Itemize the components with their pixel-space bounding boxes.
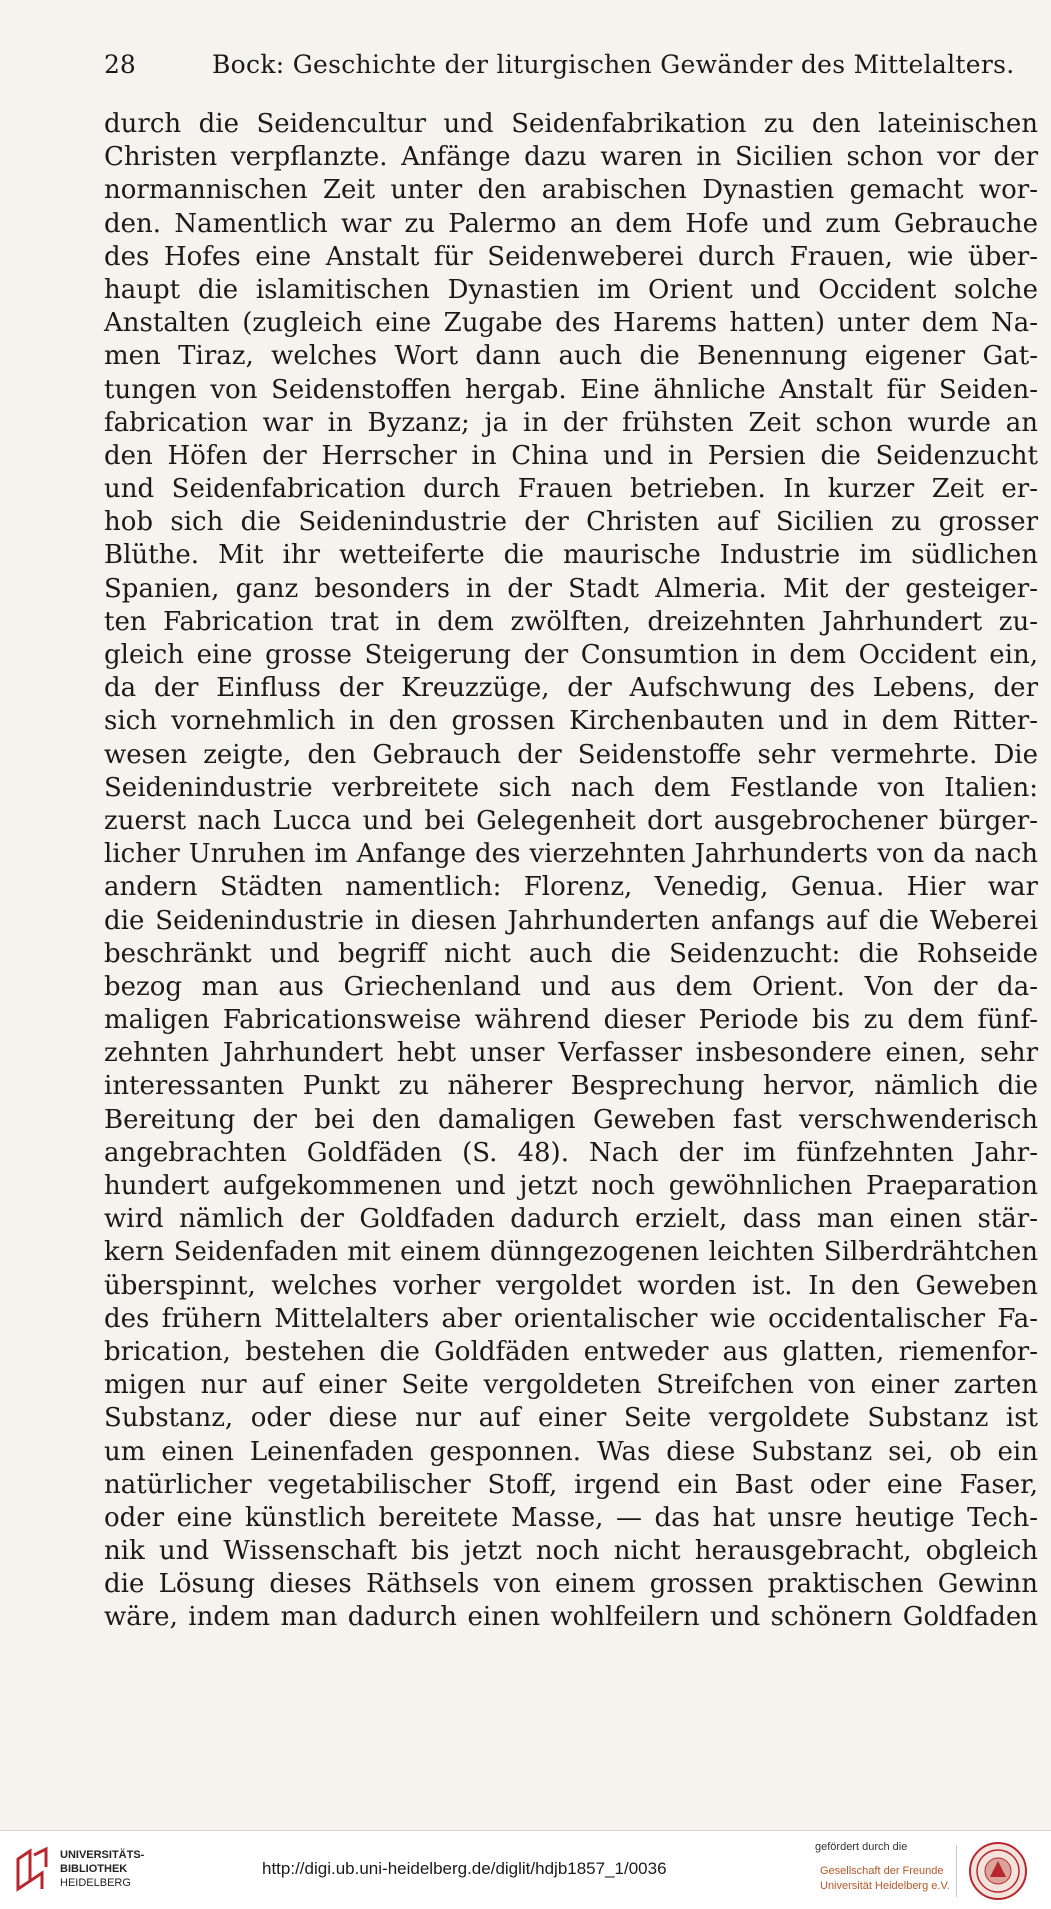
- text-line: die Seidenindustrie in diesen Jahrhunderten anfangs auf die Weberei: [104, 905, 1038, 936]
- text-line: die Lösung dieses Räthsels von einem grossen praktischen Gewinn: [104, 1569, 1038, 1600]
- footer-bar: [0, 1830, 1051, 1909]
- page-number: 28: [104, 50, 136, 79]
- text-line: men Tiraz, welches Wort dann auch die Benennung eigener Gat-: [104, 341, 1038, 372]
- text-line: den Höfen der Herrscher in China und in Persien die Seidenzucht: [104, 440, 1038, 471]
- text-line: Christen verpflanzte. Anfänge dazu waren in Sicilien schon vor der: [104, 142, 1038, 173]
- text-line: Spanien, ganz besonders in der Stadt Almeria. Mit der gesteiger-: [104, 573, 1038, 604]
- text-line: wäre, indem man dadurch einen wohlfeilern und schönern Goldfaden: [104, 1602, 1038, 1633]
- text-line: bezog man aus Griechenland und aus dem Orient. Von der da-: [104, 971, 1038, 1002]
- text-line: kern Seidenfaden mit einem dünngezogenen leichten Silberdrähtchen: [104, 1237, 1038, 1268]
- text-line: überspinnt, welches vorher vergoldet worden ist. In den Geweben: [104, 1270, 1038, 1301]
- page-header: [104, 50, 1015, 90]
- text-line: interessanten Punkt zu näherer Besprechung hervor, nämlich die: [104, 1071, 1038, 1102]
- society-name-line2: Universität Heidelberg e.V.: [820, 1880, 950, 1892]
- society-name: [820, 1864, 950, 1894]
- text-line: um einen Leinenfaden gesponnen. Was diese Substanz sei, ob ein: [104, 1436, 1038, 1467]
- text-line: durch die Seidencultur und Seidenfabrikation zu den lateinischen: [104, 109, 1038, 139]
- library-name: [60, 1848, 144, 1890]
- text-line: tungen von Seidenstoffen hergab. Eine ähnliche Anstalt für Seiden-: [104, 374, 1038, 405]
- text-line: wesen zeigte, den Gebrauch der Seidenstoffe sehr vermehrte. Die: [104, 739, 1038, 770]
- library-logo-icon[interactable]: [12, 1845, 52, 1895]
- text-line: maligen Fabricationsweise während dieser Periode bis zu dem fünf-: [104, 1005, 1038, 1036]
- university-seal-icon[interactable]: [968, 1841, 1028, 1901]
- text-line: Anstalten (zugleich eine Zugabe des Harems hatten) unter dem Na-: [104, 308, 1038, 339]
- library-name-line3: HEIDELBERG: [60, 1877, 131, 1889]
- funded-by-label: gefördert durch die: [815, 1841, 908, 1853]
- text-line: gleich eine grosse Steigerung der Consumtion in dem Occident ein,: [104, 640, 1038, 670]
- text-line: brication, bestehen die Goldfäden entweder aus glatten, riemenfor-: [104, 1336, 1038, 1367]
- running-title: Bock: Geschichte der liturgischen Gewänder des Mittelalters.: [212, 50, 1015, 79]
- text-line: haupt die islamitischen Dynastien im Orient und Occident solche: [104, 274, 1038, 305]
- text-line: andern Städten namentlich: Florenz, Venedig, Genua. Hier war: [104, 872, 1038, 903]
- text-line: da der Einfluss der Kreuzzüge, der Aufschwung des Lebens, der: [104, 673, 1038, 704]
- text-line: den. Namentlich war zu Palermo an dem Hofe und zum Gebrauche: [104, 208, 1038, 239]
- text-line: oder eine künstlich bereitete Masse, — das hat unsre heutige Tech-: [104, 1502, 1038, 1533]
- library-name-line2: BIBLIOTHEK: [60, 1863, 128, 1875]
- text-line: zehnten Jahrhundert hebt unser Verfasser insbesondere einen, sehr: [104, 1038, 1038, 1069]
- text-line: fabrication war in Byzanz; ja in der frühsten Zeit schon wurde an: [104, 407, 1038, 438]
- text-line: zuerst nach Lucca und bei Gelegenheit dort ausgebrochener bürger-: [104, 805, 1038, 836]
- text-line: normannischen Zeit unter den arabischen Dynastien gemacht wor-: [104, 175, 1038, 206]
- text-line: Blüthe. Mit ihr wetteiferte die maurische Industrie im südlichen: [104, 540, 1038, 571]
- text-line: sich vornehmlich in den grossen Kirchenbauten und in dem Ritter-: [104, 706, 1038, 737]
- text-line: Bereitung der bei den damaligen Geweben fast verschwenderisch: [104, 1104, 1038, 1135]
- text-line: Substanz, oder diese nur auf einer Seite vergoldete Substanz ist: [104, 1403, 1038, 1434]
- society-name-line1: Gesellschaft der Freunde: [820, 1865, 944, 1877]
- text-line: natürlicher vegetabilischer Stoff, irgend ein Bast oder eine Faser,: [104, 1469, 1038, 1500]
- text-line: beschränkt und begriff nicht auch die Seidenzucht: die Rohseide: [104, 938, 1038, 969]
- text-line: licher Unruhen im Anfange des vierzehnten Jahrhunderts von da nach: [104, 839, 1038, 870]
- text-line: ten Fabrication trat in dem zwölften, dreizehnten Jahrhundert zu-: [104, 606, 1038, 637]
- text-line: des frühern Mittelalters aber orientalischer wie occidentalischer Fa-: [104, 1303, 1038, 1334]
- body-text: [104, 108, 1038, 1635]
- text-line: migen nur auf einer Seite vergoldeten Streifchen von einer zarten: [104, 1370, 1038, 1401]
- text-line: wird nämlich der Goldfaden dadurch erzielt, dass man einen stär-: [104, 1204, 1038, 1235]
- text-line: Seidenindustrie verbreitete sich nach dem Festlande von Italien:: [104, 772, 1038, 803]
- text-line: angebrachten Goldfäden (S. 48). Nach der im fünfzehnten Jahr-: [104, 1137, 1038, 1168]
- footer-divider: [956, 1845, 957, 1897]
- text-line: des Hofes eine Anstalt für Seidenweberei durch Frauen, wie über-: [104, 241, 1038, 272]
- text-line: und Seidenfabrication durch Frauen betrieben. In kurzer Zeit er-: [104, 474, 1038, 505]
- permalink-url[interactable]: http://digi.ub.uni-heidelberg.de/diglit/hdjb1857_1/0036: [262, 1859, 667, 1878]
- text-line: nik und Wissenschaft bis jetzt noch nicht herausgebracht, obgleich: [104, 1536, 1038, 1567]
- text-line: hob sich die Seidenindustrie der Christen auf Sicilien zu grosser: [104, 507, 1038, 538]
- text-line: hundert aufgekommenen und jetzt noch gewöhnlichen Praeparation: [104, 1171, 1038, 1201]
- library-name-line1: UNIVERSITÄTS-: [60, 1849, 145, 1861]
